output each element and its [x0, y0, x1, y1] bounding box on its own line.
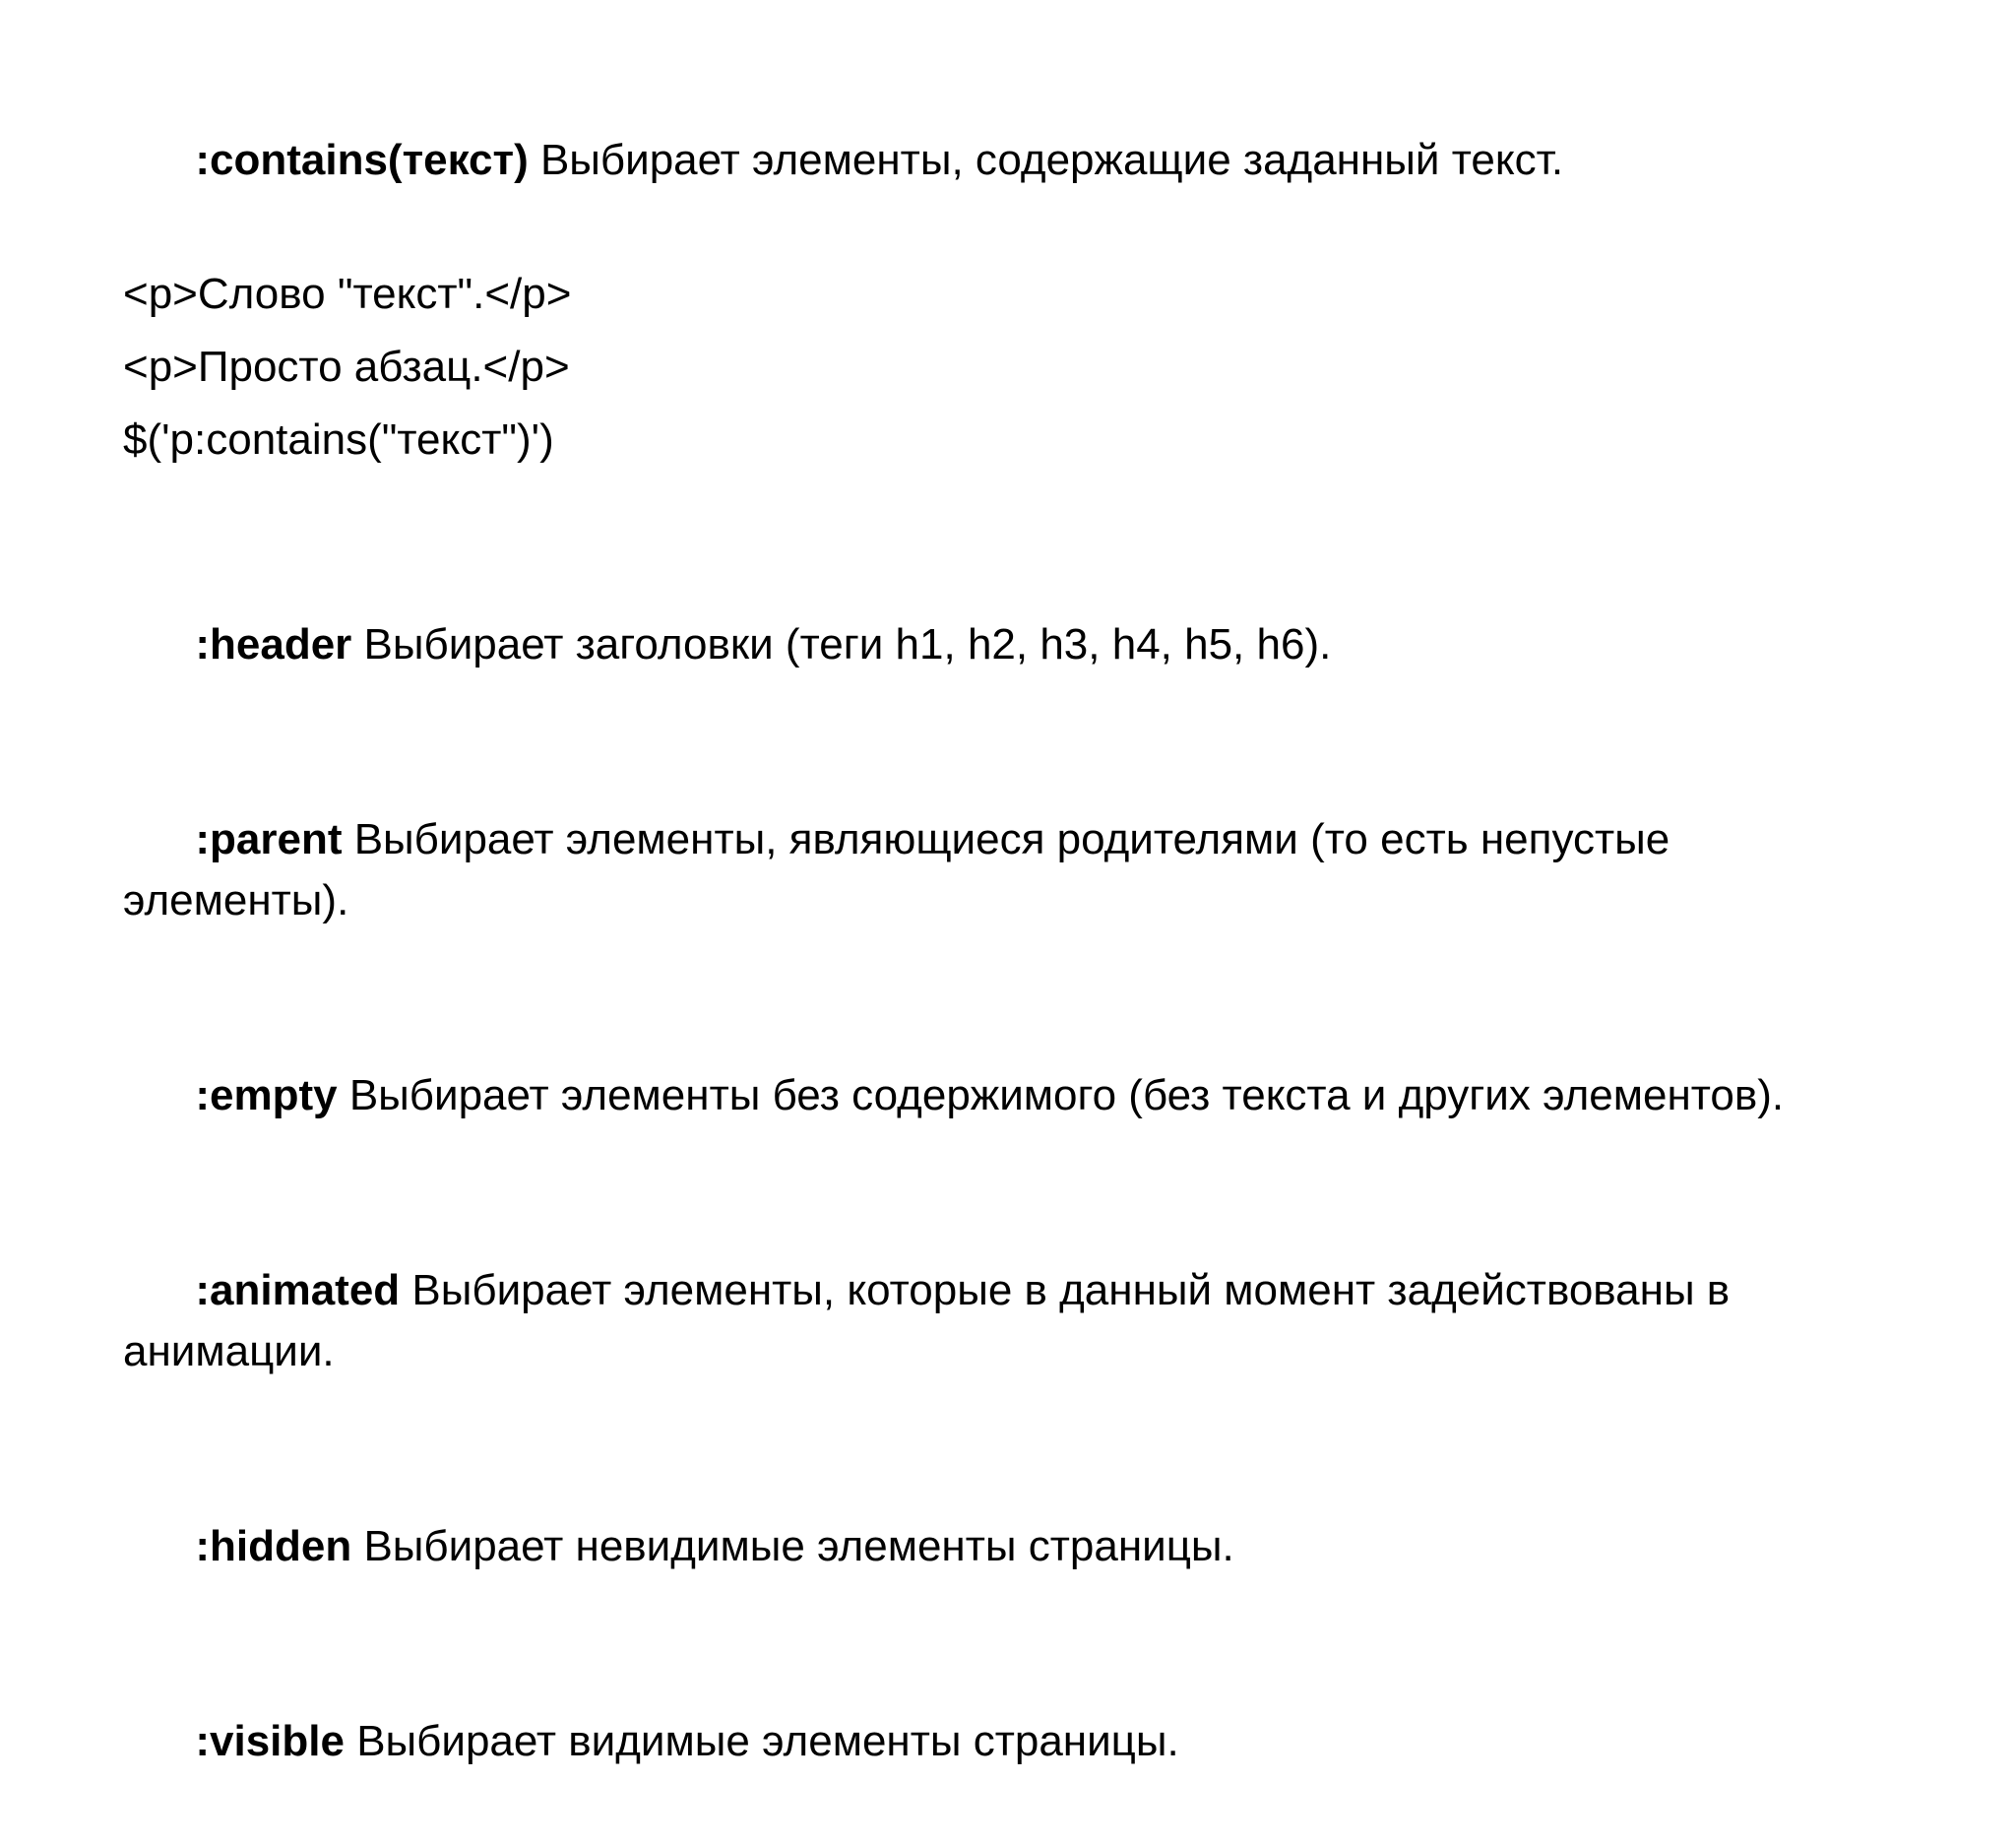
selector-term: :empty — [195, 1071, 338, 1119]
slide-content — [123, 69, 1885, 1845]
selector-term: :header — [195, 620, 352, 668]
selector-description: Выбирает невидимые элементы страницы. — [351, 1522, 1234, 1570]
selector-visible — [123, 1650, 1885, 1833]
selector-description: Выбирает элементы, содержащие заданный текст. — [528, 136, 1564, 184]
selector-contains — [123, 69, 1885, 252]
spacer — [123, 482, 1885, 553]
selector-hidden — [123, 1455, 1885, 1638]
selector-header — [123, 553, 1885, 736]
selector-term: :parent — [195, 815, 343, 863]
code-line: <p>Слово "текст".</p> — [123, 270, 572, 318]
selector-description: Выбирает элементы, являющиеся родителями (то есть непустые элементы). — [123, 815, 1682, 924]
selector-term: :hidden — [195, 1522, 352, 1570]
selector-animated — [123, 1199, 1885, 1443]
selector-empty — [123, 1004, 1885, 1187]
selector-description: Выбирает элементы без содержимого (без текста и других элементов). — [337, 1071, 1785, 1119]
selector-description: Выбирает элементы, которые в данный момент задействованы в анимации. — [123, 1266, 1742, 1375]
selector-description: Выбирает видимые элементы страницы. — [344, 1717, 1179, 1765]
selector-term: :animated — [195, 1266, 401, 1314]
selector-parent — [123, 748, 1885, 992]
selector-description: Выбирает заголовки (теги h1, h2, h3, h4, h5, h6). — [351, 620, 1332, 668]
selector-term: :visible — [195, 1717, 345, 1765]
selector-term: :contains(текст) — [195, 136, 529, 184]
code-line: $('p:contains("текст")') — [123, 415, 554, 464]
code-line: <p>Просто абзац.</p> — [123, 343, 570, 391]
